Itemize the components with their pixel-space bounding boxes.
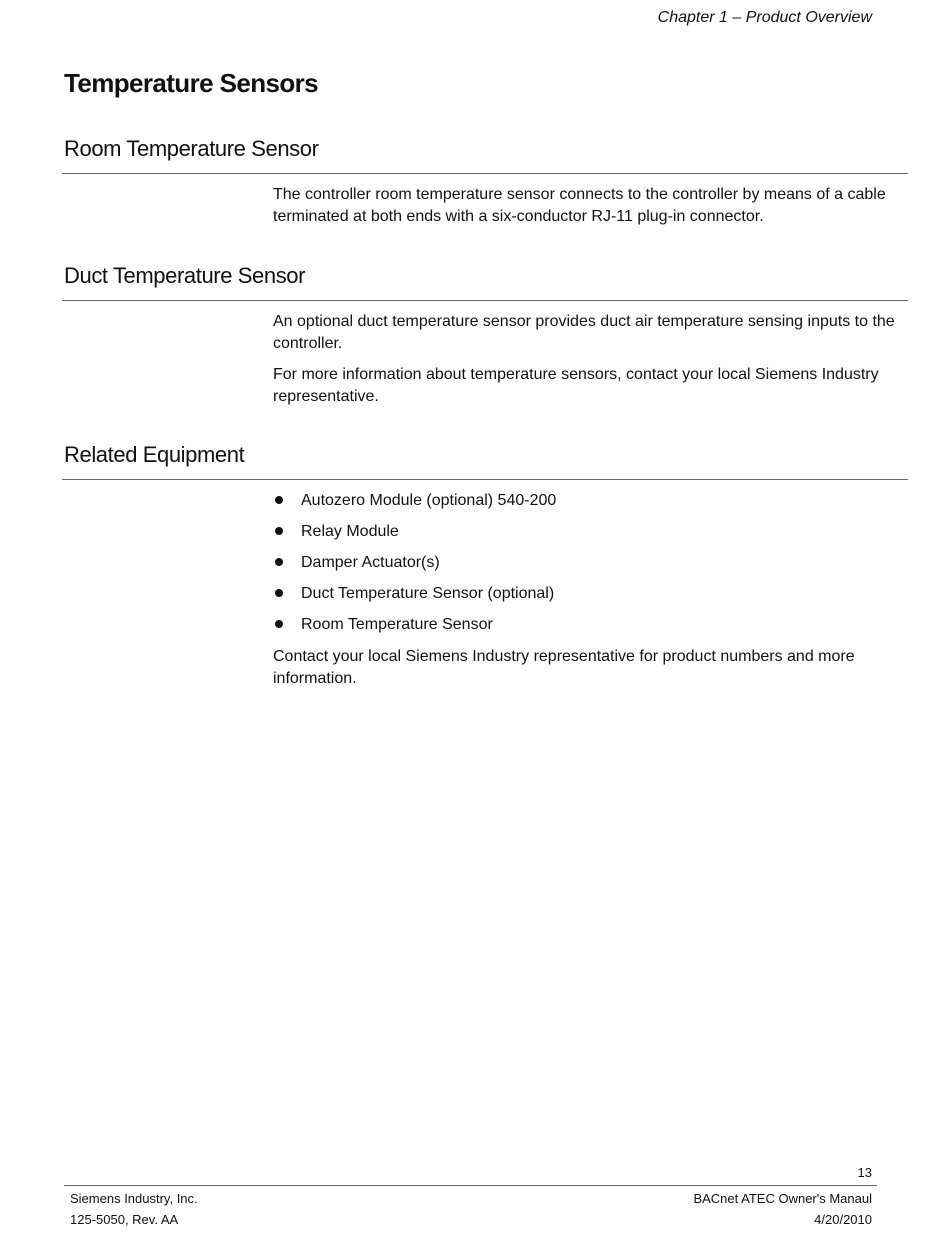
list-item-label: Duct Temperature Sensor (optional) <box>301 585 555 602</box>
footer-divider <box>64 1185 877 1186</box>
bullet-icon <box>275 496 283 504</box>
page-title: Temperature Sensors <box>64 68 318 98</box>
section-divider <box>62 300 908 301</box>
footer-company: Siemens Industry, Inc. <box>70 1191 198 1206</box>
bullet-icon <box>275 589 283 597</box>
list-item <box>273 521 908 552</box>
related-equipment-list <box>273 490 908 645</box>
section-divider <box>62 479 908 480</box>
section-heading-related-equipment: Related Equipment <box>64 442 245 467</box>
running-header: Chapter 1 – Product Overview <box>657 9 872 26</box>
footer-doc-title: BACnet ATEC Owner's Manaul <box>693 1191 872 1206</box>
list-item-label: Damper Actuator(s) <box>301 554 440 571</box>
bullet-icon <box>275 558 283 566</box>
section-heading-room-temperature-sensor: Room Temperature Sensor <box>64 136 319 161</box>
page-number: 13 <box>857 1165 872 1180</box>
list-item <box>273 583 908 614</box>
list-item <box>273 552 908 583</box>
related-equipment-closing-paragraph: Contact your local Siemens Industry representative for product numbers and more information. <box>273 648 855 687</box>
duct-sensor-info-paragraph: For more information about temperature sensors, contact your local Siemens Industry representative. <box>273 366 879 405</box>
footer-date: 4/20/2010 <box>814 1212 872 1227</box>
duct-sensor-paragraph: An optional duct temperature sensor provides duct air temperature sensing inputs to the controller. <box>273 313 895 352</box>
list-item <box>273 614 908 645</box>
bullet-icon <box>275 620 283 628</box>
list-item-label: Autozero Module (optional) 540-200 <box>301 492 557 509</box>
section-heading-duct-temperature-sensor: Duct Temperature Sensor <box>64 263 306 288</box>
footer-doc-number: 125-5050, Rev. AA <box>70 1212 179 1227</box>
section-divider <box>62 173 908 174</box>
room-sensor-paragraph: The controller room temperature sensor connects to the controller by means of a cable terminated at both ends with a six-conductor RJ-11 plug-in connector. <box>273 186 886 225</box>
list-item <box>273 490 908 521</box>
bullet-icon <box>275 527 283 535</box>
list-item-label: Relay Module <box>301 523 399 540</box>
list-item-label: Room Temperature Sensor <box>301 616 493 633</box>
